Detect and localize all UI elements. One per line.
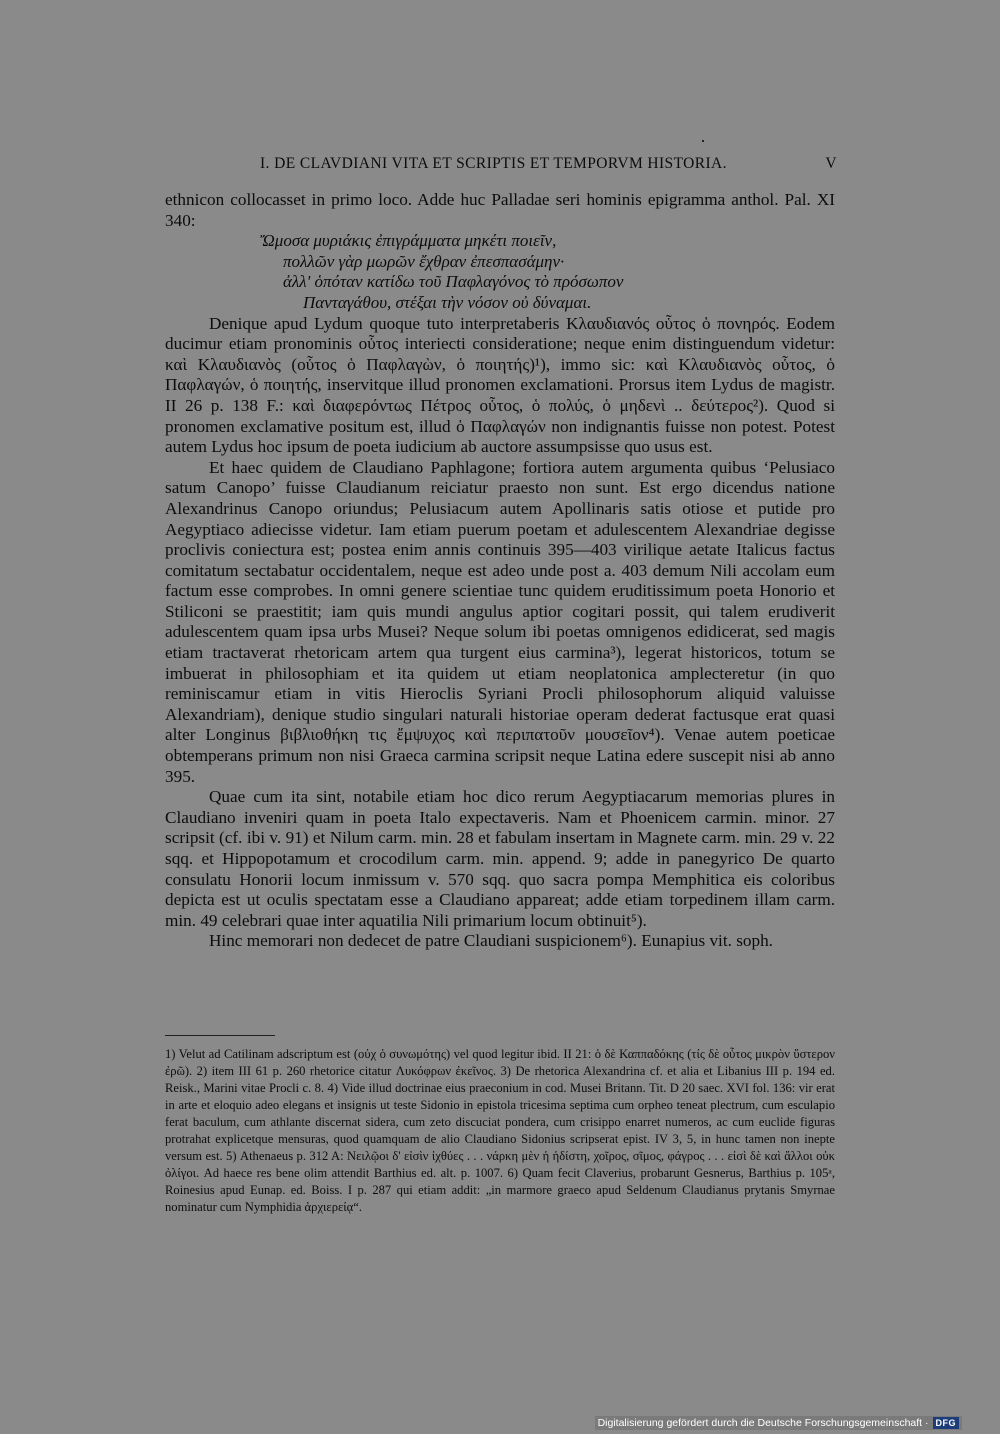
verse-line: Πανταγάθου, στέξαι τὴν νόσον οὐ δύναμαι. (303, 292, 592, 312)
main-text (165, 190, 835, 952)
paragraph-1: ethnicon collocasset in primo loco. Adde huc Palladae seri hominis epigramma anthol. Pal. XI 340: (165, 190, 835, 230)
paragraph-3: Et haec quidem de Claudiano Paphlagone; fortiora autem argumenta quibus ‘Pelusiaco satum Canopo’ fuisse Claudianum reiciatur praesto non sunt. Est ergo dicendus natione Alexandrinus Canopo oriundus; Pelusiacum autem Apollinaris satis otiose et putide pro Aegyptiaco adiecisse videtur. Iam etiam puerum poetam et adulescentem Alexandriae degisse proclivis coniectura est; postea enim annis continuis 395—403 virilique aetate Italicus factus comitatum sectabatur occidentalem, neque est adeo unde post a. 403 demum Nili accolam eum factum esse comprobes. In omni genere scientiae tunc quidem eruditissimum poeta Honorio et Stiliconi se praestitit; iam quis mundi angulus aptior cogitari possit, qui talem erudiverit adulescentem quam ipsa urbs Musei? Neque solum ibi poetas omnigenos edidicerat, sed magis etiam tractaverat rhetoricam artem qua turgent eius carmina³), legerat historicos, totum se imbuerat in philosophiam et ita quidem ut etiam neoplatonica amplecteretur (in quo reminiscamur etiam in vitis Hieroclis Syriani Procli philosophorum aliquid valuisse Alexandriam), denique studio singulari naturali historiae operam dederat factusque erat quasi alter Longinus βιβλιοθήκη τις ἔμψυχος καὶ περιπατοῦν μουσεῖον⁴). Venae autem poeticae obtemperans primum non nisi Graeca carmina scripsit neque Latina edere suscepit nisi ab anno 395. (165, 457, 835, 786)
paragraph-4: Quae cum ita sint, notabile etiam hoc dico rerum Aegyptiacarum memorias plures in Claudiano inveniri quam in poeta Italo expectaveris. Nam et Phoenicem carmin. minor. 27 scripsit (cf. ibi v. 91) et Nilum carm. min. 28 et fabulam insertam in Magnete carm. min. 29 v. 22 sqq. et Hippopotamum et crocodilum carm. min. append. 9; adde in panegyrico De quarto consulatu Honorii locum inmissum v. 570 sqq. quo sacra pompa Memphitica eis coloribus depicta est ut oculis spectatam esse a Claudiano appareat; adde etiam torpedinem illam carm. min. 49 celebrari quae inter aquatilia Nili primarium locum obtinuit⁵). (165, 787, 835, 930)
running-title: I. DE CLAVDIANI VITA ET SCRIPTIS ET TEMPORVM HISTORIA. (260, 155, 727, 172)
page-number: V (825, 155, 837, 172)
verse-line: ἀλλ' ὁπόταν κατίδω τοῦ Παφλαγόνος τὸ πρόσωπον (283, 272, 624, 292)
footnote-block: 1) Velut ad Catilinam adscriptum est (οὐχ ὁ συνωμότης) vel quod legitur ibid. II 21: ὁ δὲ Καππαδόκης (τίς δὲ οὗτος μικρὸν ὕστερον ἐρῶ). 2) item III 61 p. 260 rhetorice citatur Λυκόφρων ἐκεῖνος. 3) De rhetorica Alexandrina cf. et alia et Libanius III p. 194 ed. Reisk., Marini vitae Procli c. 8. 4) Vide illud doctrinae eius praeconium in cod. Musei Britann. Tit. D 20 saec. XVI fol. 136: vir erat in arte et eloquio adeo elegans et insignis ut teste Sidonio in epistola tricesima septima cum orpheo teneat plectrum, cum esculapio ferat baculum, cum athlante discernat sidera, cum zeto discuciat pondera, cum crisippo enarret numeros, ac cum euclide figuras protrahat explicetque mensuras, quod quamquam de alio Claudiano Sidonius scripserat epist. IV 3, 5, in hunc tamen non inepte versum est. 5) Athenaeus p. 312 A: Νειλῷοι δ' εἰσὶν ἰχθύες . . . νάρκη μὲν ἡ ἡδίστη, χοῖρος, σῖμος, φάγρος . . . εἰσὶ δὲ καὶ ἄλλοι οὐκ ὀλίγοι. Ad haece res bene olim attendit Barthius ed. alt. p. 1007. 6) Quam fecit Claverius, probarunt Gesnerus, Barthius p. 105ᵃ, Roinesius apud Eunap. ed. Boiss. I p. 287 qui etiam addit: „in marmore graeco apud Seldenum Claudianus prytanis Smyrnae nominatur cum Nymphidia ἀρχιερείᾳ“. (165, 1047, 835, 1214)
footnote-rule (165, 1035, 275, 1036)
paragraph-2: Denique apud Lydum quoque tuto interpretaberis Κλαυδιανός οὗτος ὁ πονηρός. Eodem ducimur etiam pronominis οὗτος interiecti consideratione; neque enim distinguendum videtur: καὶ Κλαυδιανὸς (οὗτος ὁ Παφλαγὼν, ὁ ποιητής)¹), immo sic: καὶ Κλαυδιανὸς οὗτος, ὁ Παφλαγών, ὁ ποιητής, inservitque illud pronomen exclamationi. Prorsus item Lydus de magistr. II 26 p. 138 F.: καὶ διαφερόντως Πέτρος οὗτος, ὁ πολύς, ὁ μηδενὶ .. δεύτερος²). Quod si pronomen exclamative positum est, illud ὁ Παφλαγών non indignantis fuisse non potest. Potest autem Lydus hoc ipsum de poeta iudicium ab auctore assumpsisse quo usus est. (165, 313, 835, 457)
digitization-credit (595, 1416, 962, 1430)
credit-text: Digitalisierung gefördert durch die Deutsche Forschungsgemeinschaft · (597, 1417, 929, 1429)
greek-epigram (165, 231, 835, 313)
dfg-logo: DFG (933, 1417, 960, 1429)
verse-line: Ὤμοσα μυριάκις ἐπιγράμματα μηκέτι ποιεῖν, (260, 231, 557, 251)
verse-line: πολλῶν γὰρ μωρῶν ἔχθραν ἐπεσπασάμην· (283, 251, 565, 271)
paragraph-5: Hinc memorari non dedecet de patre Claudiani suspicionem⁶). Eunapius vit. soph. (209, 931, 773, 951)
footnotes (165, 1046, 835, 1216)
speck (702, 140, 704, 142)
